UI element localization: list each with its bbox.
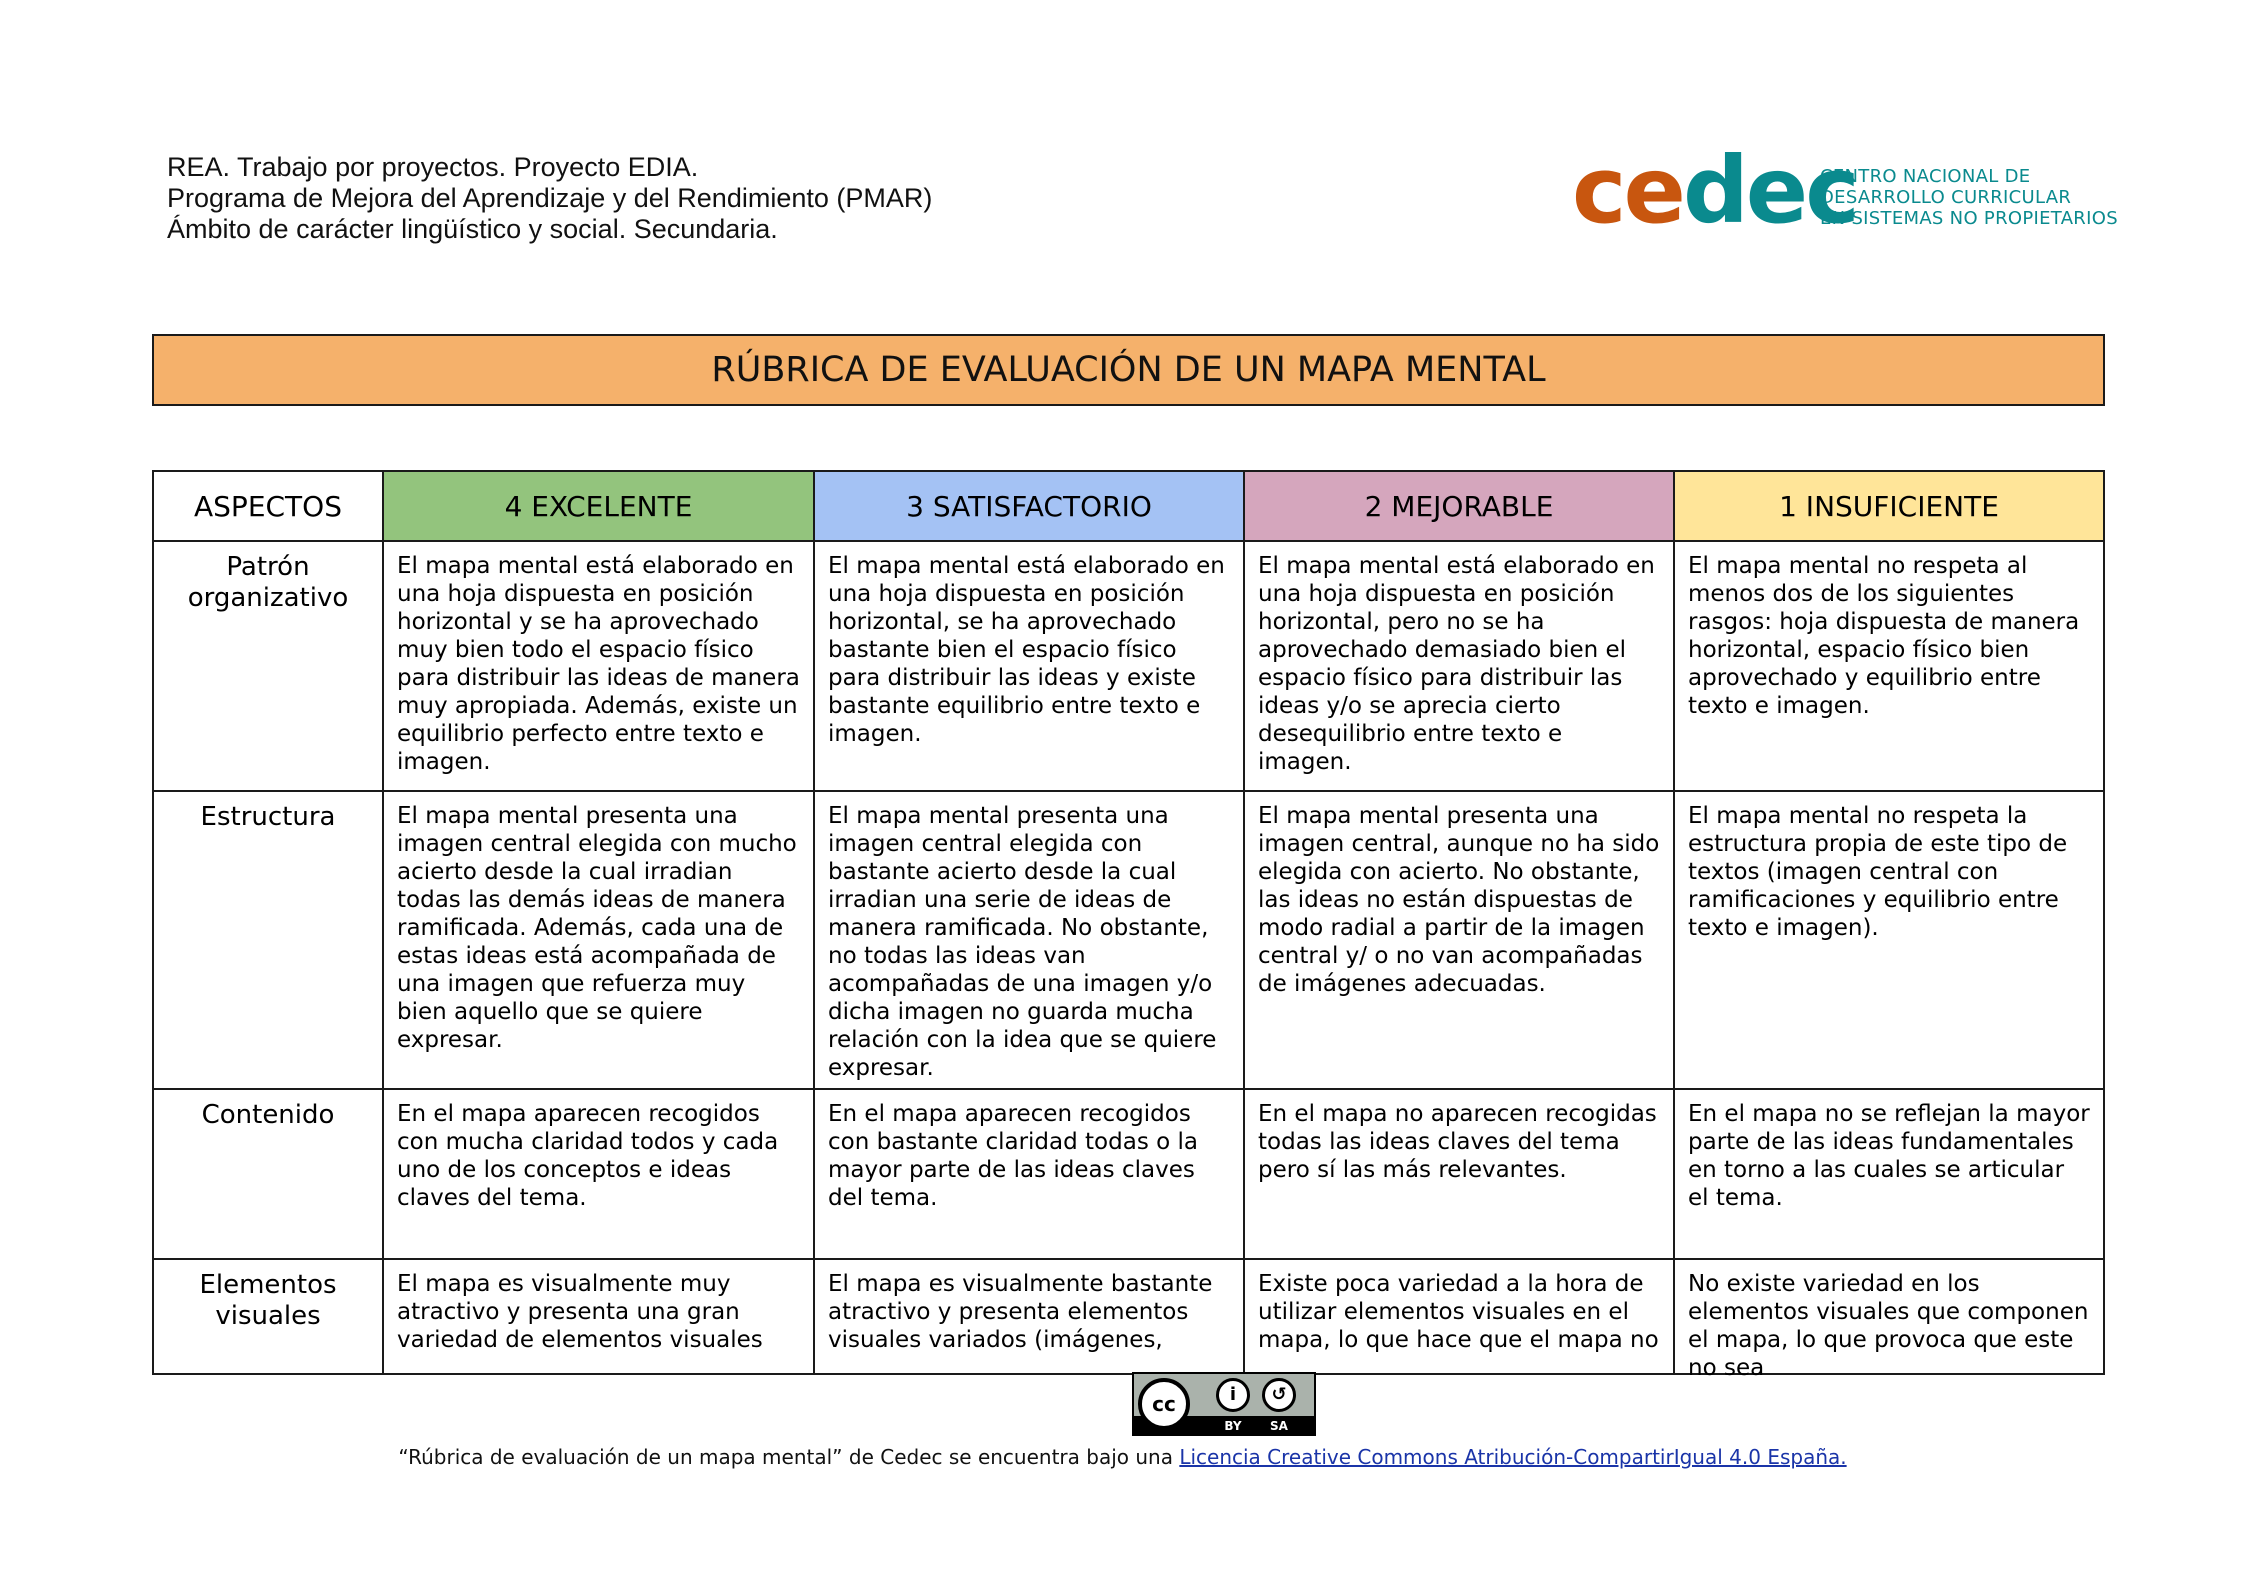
- criterion-cell: [1674, 1259, 2104, 1381]
- criterion-text: No existe variedad en los elementos visuales que componen el mapa, lo que provoca que este no sea: [1688, 1271, 2089, 1381]
- header-line-3: Ámbito de carácter lingüístico y social. Secundaria.: [167, 214, 778, 244]
- criterion-cell: El mapa mental está elaborado en una hoja dispuesta en posición horizontal, se ha aprovechado bastante bien el espacio físico para distribuir las ideas y existe bastante equilibrio entre texto e imagen.: [814, 541, 1244, 791]
- criterion-cell: El mapa mental presenta una imagen central, aunque no ha sido elegida con acierto. No obstante, las ideas no están dispuestas de modo radial a partir de la imagen central y/ o no van acompañadas de imágenes adecuadas.: [1244, 791, 1674, 1089]
- logo-word-part2: dec: [1682, 137, 1857, 244]
- criterion-cell: [383, 1259, 814, 1374]
- logo-tagline-line: CENTRO NACIONAL DE: [1820, 166, 2031, 187]
- cc-sa-label: SA: [1270, 1419, 1288, 1433]
- license-text: “Rúbrica de evaluación de un mapa mental” de Cedec se encuentra bajo una: [398, 1445, 1180, 1469]
- cedec-logo-tagline: [1820, 166, 2118, 229]
- header-line-2: Programa de Mejora del Aprendizaje y del Rendimiento (PMAR): [167, 183, 933, 213]
- criterion-text: El mapa es visualmente muy atractivo y presenta una gran variedad de elementos visuales: [397, 1271, 763, 1353]
- logo-tagline-line: DESARROLLO CURRICULAR: [1820, 187, 2072, 208]
- criterion-cell: El mapa mental no respeta al menos dos de los siguientes rasgos: hoja dispuesta de manera horizontal, espacio físico bien aprovechado y equilibrio entre texto e imagen.: [1674, 541, 2104, 791]
- criterion-cell: En el mapa aparecen recogidos con bastante claridad todas o la mayor parte de las ideas claves del tema.: [814, 1089, 1244, 1259]
- table-row: [153, 1089, 2104, 1259]
- rubric-table: [152, 470, 2105, 1381]
- criterion-cell: [1244, 1259, 1674, 1374]
- share-alike-icon: ↺: [1262, 1378, 1296, 1412]
- rubric-title: RÚBRICA DE EVALUACIÓN DE UN MAPA MENTAL: [152, 334, 2105, 406]
- header-mejorable: 2 MEJORABLE: [1244, 471, 1674, 541]
- header-satisfactorio: 3 SATISFACTORIO: [814, 471, 1244, 541]
- logo-word-part1: ce: [1572, 137, 1683, 244]
- header-aspectos: ASPECTOS: [153, 471, 383, 541]
- attribution-icon: i: [1216, 1378, 1250, 1412]
- logo-tagline-line: EN SISTEMAS NO PROPIETARIOS: [1820, 208, 2118, 229]
- criterion-cell: El mapa mental presenta una imagen central elegida con bastante acierto desde la cual irradian una serie de ideas de manera ramificada. No obstante, no todas las ideas van acompañadas de una imagen y/o dicha imagen no guarda mucha relación con la idea que se quiere expresar.: [814, 791, 1244, 1089]
- table-header-row: [153, 471, 2104, 541]
- table-row: [153, 791, 2104, 1089]
- cc-license-badge[interactable]: [1132, 1372, 1316, 1436]
- criterion-text: El mapa es visualmente bastante atractivo y presenta elementos visuales variados (imágenes,: [828, 1271, 1213, 1353]
- criterion-cell: El mapa mental presenta una imagen central elegida con mucho acierto desde la cual irradian todas las demás ideas de manera ramificada. Además, cada una de estas ideas está acompañada de una imagen que refuerza muy bien aquello que se quiere expresar.: [383, 791, 814, 1089]
- aspect-cell: Elementos visuales: [153, 1259, 383, 1374]
- document-header: [167, 152, 932, 245]
- criterion-cell: En el mapa no se reflejan la mayor parte de las ideas fundamentales en torno a las cuales se articular el tema.: [1674, 1089, 2104, 1259]
- criterion-cell: En el mapa no aparecen recogidas todas las ideas claves del tema pero sí las más relevantes.: [1244, 1089, 1674, 1259]
- aspect-cell: Patrón organizativo: [153, 541, 383, 791]
- header-excelente: 4 EXCELENTE: [383, 471, 814, 541]
- table-row: [153, 1259, 2104, 1374]
- license-link[interactable]: Licencia Creative Commons Atribución-CompartirIgual 4.0 España.: [1179, 1445, 1847, 1469]
- header-insuficiente: 1 INSUFICIENTE: [1674, 471, 2104, 541]
- criterion-cell: El mapa mental está elaborado en una hoja dispuesta en posición horizontal, pero no se ha aprovechado demasiado bien el espacio físico para distribuir las ideas y/o se aprecia cierto desequilibrio entre texto e imagen.: [1244, 541, 1674, 791]
- criterion-text: Existe poca variedad a la hora de utilizar elementos visuales en el mapa, lo que hace que el mapa no: [1258, 1271, 1659, 1353]
- criterion-cell: [814, 1259, 1244, 1374]
- criterion-cell: El mapa mental no respeta la estructura propia de este tipo de textos (imagen central con ramificaciones y equilibrio entre texto e imagen).: [1674, 791, 2104, 1089]
- criterion-cell: El mapa mental está elaborado en una hoja dispuesta en posición horizontal y se ha aprovechado muy bien todo el espacio físico para distribuir las ideas de manera muy apropiada. Además, existe un equilibrio perfecto entre texto e imagen.: [383, 541, 814, 791]
- license-footer: [0, 1445, 2245, 1469]
- cc-by-label: BY: [1224, 1419, 1242, 1433]
- aspect-cell: Contenido: [153, 1089, 383, 1259]
- cedec-logo-wordmark: [1572, 137, 1857, 244]
- cc-icon: cc: [1138, 1378, 1190, 1430]
- criterion-cell: En el mapa aparecen recogidos con mucha claridad todos y cada uno de los conceptos e ideas claves del tema.: [383, 1089, 814, 1259]
- aspect-cell: Estructura: [153, 791, 383, 1089]
- header-line-1: REA. Trabajo por proyectos. Proyecto EDIA.: [167, 152, 699, 182]
- table-row: [153, 541, 2104, 791]
